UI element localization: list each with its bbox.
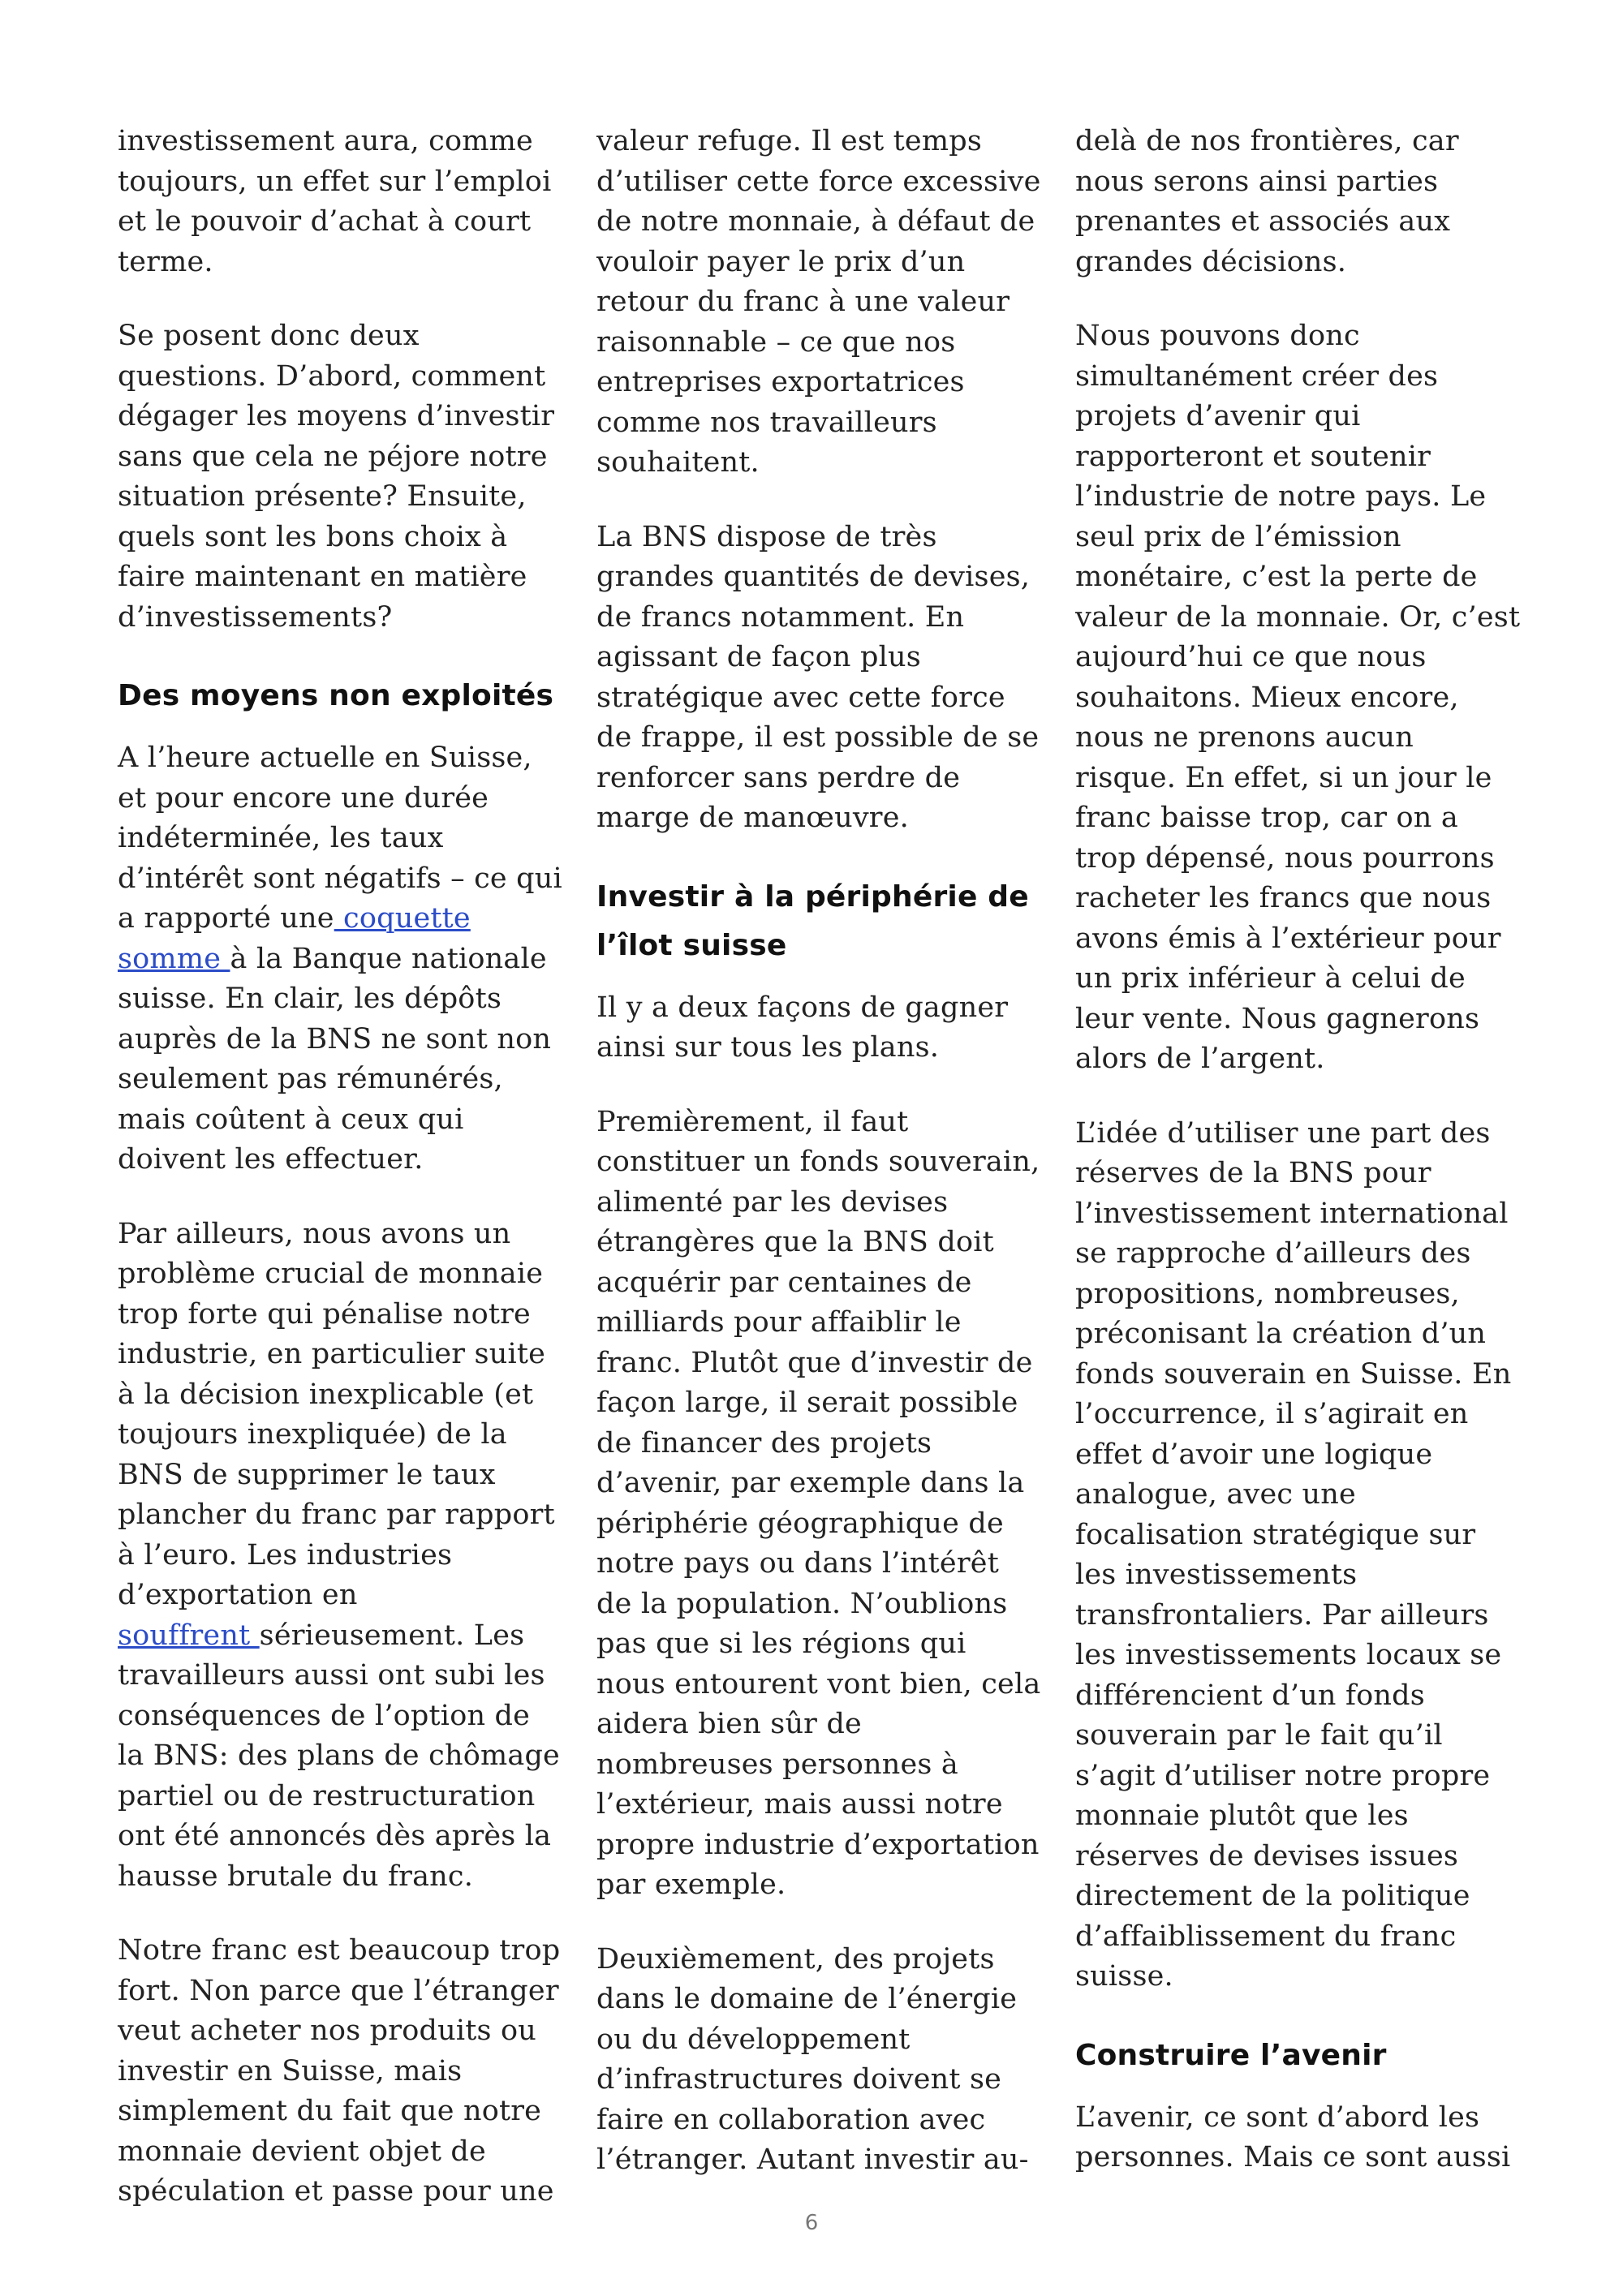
paragraph: delà de nos frontières, car nous serons ainsi parties prenantes et associés aux grandes décisions.	[1075, 125, 1459, 278]
paragraph: valeur refuge. Il est temps d’utiliser cette force excessive de notre monnaie, à défaut de vouloir payer le prix d’un retour du franc à une valeur raisonnable – ce que nos entreprises exportatrices comme nos travailleurs souhaitent.	[596, 125, 1041, 479]
paragraph: L’avenir, ce sont d’abord les personnes. Mais ce sont aussi	[1075, 2100, 1511, 2173]
paragraph: Se posent donc deux questions. D’abord, comment dégager les moyens d’investir sans que cela ne péjore notre situation présente? Ensuite, quels sont les bons choix à faire maintenant en matière d’investissements?	[118, 320, 555, 634]
paragraph: Deuxièmement, des projets dans le domaine de l’énergie ou du développement d’infrastructures doivent se faire en collaboration avec l’étranger. Autant investir au-	[596, 1942, 1029, 2176]
link-souffrent[interactable]: souffrent	[118, 1619, 260, 1652]
page-number: 6	[804, 2211, 819, 2235]
column-2	[596, 122, 1043, 2215]
paragraph-with-link	[118, 1215, 564, 1898]
text-span: A l’heure actuelle en Suisse, et pour encore une durée indéterminée, les taux d’intérêt sont négatifs – ce qui a rapporté une	[118, 742, 562, 935]
paragraph: Notre franc est beaucoup trop fort. Non parce que l’étranger veut acheter nos produits ou investir en Suisse, mais simplement du fait que notre monnaie devient objet de spéculation et passe pour une	[118, 1934, 561, 2208]
text-span: à la Banque nationale suisse. En clair, les dépôts auprès de la BNS ne sont non seulement pas rémunérés, mais coûtent à ceux qui doivent les effectuer.	[118, 942, 552, 1176]
paragraph: Nous pouvons donc simultanément créer des projets d’avenir qui rapporteront et soutenir l’industrie de notre pays. Le seul prix de l’émission monétaire, c’est la perte de valeur de la monnaie. Or, c’est aujourd’hui ce que nous souhaitons. Mieux encore, nous ne prenons aucun risque. En effet, si un jour le franc baisse trop, car on a trop dépensé, nous pourrons racheter les francs que nous avons émis à l’extérieur pour un prix inférieur à celui de leur vente. Nous gagnerons alors de l’argent.	[1075, 320, 1521, 1075]
paragraph: investissement aura, comme toujours, un effet sur l’emploi et le pouvoir d’achat à court terme.	[118, 125, 552, 278]
paragraph: La BNS dispose de très grandes quantités de devises, de francs notamment. En agissant de façon plus stratégique avec cette force de frappe, il est possible de se renforcer sans perdre de marge de manœuvre.	[596, 520, 1040, 834]
link-coquette-somme[interactable]: coquette somme	[118, 902, 471, 975]
section-heading-investir: Investir à la périphérie de l’îlot suisse	[596, 879, 1029, 962]
text-span: Par ailleurs, nous avons un problème crucial de monnaie trop forte qui pénalise notre industrie, en particulier suite à la décision inexplicable (et toujours inexpliquée) de la BNS de supprimer le taux plancher du franc par rapport à l’euro. Les industries d’exportation en	[118, 1217, 555, 1611]
paragraph: L’idée d’utiliser une part des réserves de la BNS pour l’investissement international se rapproche d’ailleurs des propositions, nombreuses, préconisant la création d’un fonds souverain en Suisse. En l’occurrence, il s’agirait en effet d’avoir une logique analogue, avec une focalisation stratégique sur les investissements transfrontaliers. Par ailleurs les investissements locaux se différencient d’un fonds souverain par le fait qu’il s’agit d’utiliser notre propre monnaie plutôt que les réserves de devises issues directement de la politique d’affaiblissement du franc suisse.	[1075, 1116, 1512, 1993]
paragraph: Il y a deux façons de gagner ainsi sur tous les plans.	[596, 991, 1009, 1064]
section-heading-moyens: Des moyens non exploités	[118, 679, 554, 712]
column-3	[1075, 122, 1522, 2212]
paragraph: Premièrement, il faut constituer un fonds souverain, alimenté par les devises étrangères que la BNS doit acquérir par centaines de milliards pour affaiblir le franc. Plutôt que d’investir de façon large, il serait possible de financer des projets d’avenir, par exemple dans la périphérie géographique de notre pays ou dans l’intérêt de la population. N’oublions pas que si les régions qui nous entourent vont bien, cela aidera bien sûr de nombreuses personnes à l’extérieur, mais aussi notre propre industrie d’exportation par exemple.	[596, 1105, 1041, 1901]
column-1	[118, 122, 564, 2247]
text-span: sérieusement. Les travailleurs aussi ont subi les conséquences de l’option de la BNS: des plans de chômage partiel ou de restructuration ont été annoncés dès après la hausse brutale du franc.	[118, 1619, 560, 1893]
paragraph-with-link	[118, 738, 564, 1180]
section-heading-avenir: Construire l’avenir	[1075, 2038, 1387, 2072]
